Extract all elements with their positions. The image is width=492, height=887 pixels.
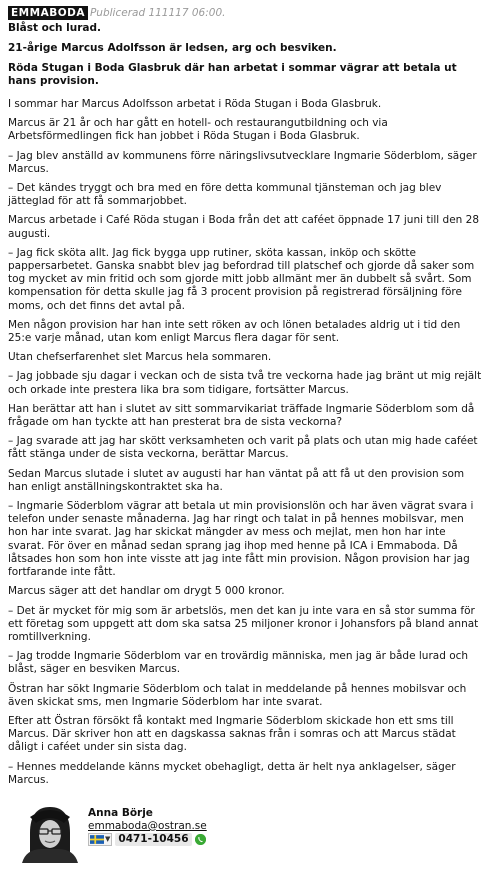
- paragraph: I sommar har Marcus Adolfsson arbetat i Röda Stugan i Boda Glasbruk.: [8, 98, 382, 110]
- author-email-link[interactable]: emmaboda@ostran.se: [88, 819, 207, 832]
- article-body: [8, 98, 484, 787]
- author-byline: [8, 793, 484, 857]
- paragraph: Marcus arbetade i Café Röda stugan i Boda från det att caféet öppnade 17 juni till den 28 augusti.: [8, 214, 480, 240]
- paragraph: – Det är mycket för mig som är arbetslös, men det kan ju inte vara en så stor summa för ett företag som uppgett att dom ska satsa 25 miljoner kronor i Johansfors på bland annat romtillverkning.: [8, 604, 479, 643]
- paragraph: – Ingmarie Söderblom vägrar att betala ut min provisionslön och har även vägrat svara i telefon under senaste månaderna. Jag har ringt och talat in på hennes mobilsvar, men hon har inte svarat. Jag har skickat mängder av mess och mejlat, men hon har inte svarat. För över en månad sedan sprang jag ihop med henne på ICA i Emmaboda. Då låtsades hon som hon inte visste att jag inte fått min provision. Någon provision har jag fortfarande inte fått.: [8, 500, 474, 579]
- headline-2: 21-årige Marcus Adolfsson är ledsen, arg och besviken.: [8, 42, 337, 54]
- paragraph: – Jag fick sköta allt. Jag fick bygga upp rutiner, sköta kassan, inköp och skötte pappersarbetet. Ganska snabbt blev jag befordrad till platschef och gjorde då saker som tog mycket av min fritid och som gjorde mitt jobb allmänt mer än dubbelt så svårt. Som kompensation för detta skulle jag få 3 procent provision på registrerad försäljning före moms, och det finns det avtal på.: [8, 246, 475, 312]
- paragraph: Sedan Marcus slutade i slutet av augusti har han väntat på att få ut den provision som han enligt anställningskontraktet ska ha.: [8, 467, 465, 493]
- paragraph: Efter att Östran försökt få kontakt med Ingmarie Söderblom skickade hon ett sms till Marcus. Där skriver hon att en dagskassa saknas från i somras och att Marcus städat dåligt i caféet under sin sista dag.: [8, 714, 456, 754]
- published-date: Publicerad 111117 06:00.: [89, 7, 226, 19]
- section-tag: EMMABODA: [8, 6, 88, 20]
- paragraph: Marcus är 21 år och har gått en hotell- och restaurangutbildning och via Arbetsförmedlingen fick han jobbet i Röda Stugan i Boda Glasbruk.: [8, 117, 388, 143]
- headline-3: Röda Stugan i Boda Glasbruk där han arbetat i sommar vägrar att betala ut hans provision.: [8, 62, 457, 87]
- country-select[interactable]: [88, 833, 112, 846]
- author-photo: [20, 803, 78, 863]
- paragraph: Men någon provision har han inte sett röken av och lönen betalades aldrig ut i tid den 25:e varje månad, utan kom enligt Marcus flera dagar för sent.: [8, 318, 461, 345]
- skype-call-icon[interactable]: [195, 834, 206, 845]
- swedish-flag-icon: [90, 835, 104, 844]
- paragraph: – Jag jobbade sju dagar i veckan och de sista två tre veckorna hade jag bränt ut mig rejält och orkade inte prestera lika bra som tidigare, fortsätter Marcus.: [8, 370, 482, 396]
- chevron-down-icon: ▼: [105, 834, 111, 843]
- paragraph: – Det kändes tryggt och bra med en före detta kommunal tjänsteman och jag blev jätteglad för att få sommarjobbet.: [8, 182, 442, 208]
- author-phone[interactable]: 0471-10456: [115, 833, 191, 846]
- paragraph: – Jag svarade att jag har skött verksamheten och varit på plats och utan mig hade caféet fått stänga under de sista veckorna, berättar Marcus.: [8, 435, 478, 461]
- paragraph: Marcus säger att det handlar om drygt 5 000 kronor.: [8, 585, 285, 598]
- dateline: [8, 6, 484, 21]
- author-info: [88, 807, 207, 846]
- paragraph: – Jag trodde Ingmarie Söderblom var en trovärdig människa, men jag är både lurad och blåst, säger en besviken Marcus.: [8, 650, 469, 676]
- paragraph: Östran har sökt Ingmarie Söderblom och talat in meddelande på hennes mobilsvar och även skickat sms, men Ingmarie Söderblom har inte svarat.: [8, 682, 467, 708]
- author-name: Anna Börje: [88, 806, 153, 819]
- paragraph: Utan chefserfarenhet slet Marcus hela sommaren.: [8, 351, 272, 364]
- paragraph: – Jag blev anställd av kommunens förre näringslivsutvecklare Ingmarie Söderblom, säger Marcus.: [8, 149, 477, 175]
- paragraph: – Hennes meddelande känns mycket obehagligt, detta är helt nya anklagelser, säger Marcus.: [8, 760, 456, 786]
- headline-1: Blåst och lurad.: [8, 22, 102, 34]
- paragraph: Han berättar att han i slutet av sitt sommarvikariat träffade Ingmarie Söderblom som då frågade om han tyckte att han presterat bra de sista veckorna?: [8, 402, 475, 429]
- phone-row: [88, 833, 207, 846]
